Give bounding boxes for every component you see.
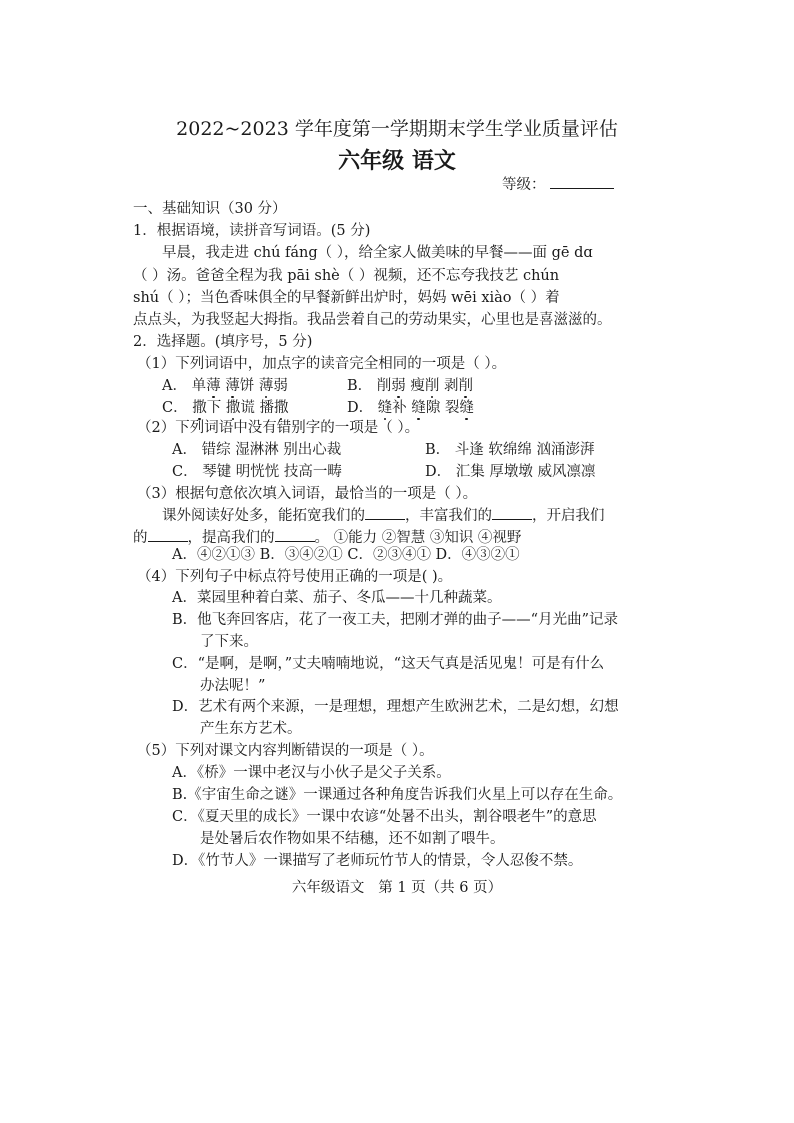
- fill-blank: [365, 507, 405, 520]
- q2-2-stem: （2）下列词语中没有错别字的一项是（ ）。: [137, 420, 420, 436]
- option-label: A．: [162, 378, 187, 394]
- word-char: 裂: [444, 400, 460, 416]
- sentence-text: 。 ①能力 ②智慧 ③知识 ④视野: [314, 530, 522, 546]
- q1-line-4: 点点头，为我竖起大拇指。我品尝着自己的劳动果实，心里也是喜滋滋的。: [133, 312, 612, 328]
- sentence-text: 的: [133, 530, 148, 546]
- q2-4-option-d-line-1: D．艺术有两个来源，一是理想，理想产生欧洲艺术，二是幻想，幻想: [172, 699, 619, 715]
- q2-5-option-a: A．《桥》一课中老汉与小伙子是父子关系。: [172, 765, 451, 781]
- grade-field: [502, 173, 614, 194]
- q2-5-option-c-line-2: 是处暑后农作物如果不结穗，还不如割了喂牛。: [200, 831, 505, 847]
- word-char: 播: [259, 400, 274, 416]
- q2-3-options: A．④②①③ B．③④②① C．②③④① D．④③②①: [172, 547, 520, 563]
- q2-5-option-b: B.《宇宙生命之谜》一课通过各种角度告诉我们火星上可以存在生命。: [172, 787, 623, 803]
- grade-label: 等级：: [502, 177, 546, 193]
- fill-blank: [148, 529, 188, 542]
- q2-1-option-b: [347, 376, 473, 396]
- q2-5-option-c-line-1: C．《夏天里的成长》一课中农谚“处暑不出头，割谷喂老牛”的意思: [172, 809, 597, 825]
- word-char: 补: [392, 400, 407, 416]
- option-label: C．: [162, 400, 188, 416]
- word-char: 单: [191, 378, 207, 394]
- q2-3-sentence-line-1: [162, 506, 605, 526]
- word-char: 隙: [425, 400, 441, 416]
- sentence-text: 课外阅读好处多，能拓宽我们的: [162, 508, 365, 524]
- sentence-text: ，丰富我们的: [405, 508, 492, 524]
- sentence-text: ，开启我们: [532, 508, 605, 524]
- q2-2-option-a: A． 错综 湿淋淋 别出心裁: [172, 442, 342, 458]
- exam-subtitle: 六年级 语文: [338, 148, 456, 174]
- dotted-char: 薄: [258, 378, 274, 394]
- dotted-char: 缝: [411, 400, 426, 416]
- exam-title: 2022~2023 学年度第一学期期末学生学业质量评估: [176, 118, 618, 140]
- q2-4-option-c-line-2: 办法呢！”: [200, 678, 266, 694]
- sentence-text: ，提高我们的: [187, 530, 275, 546]
- dotted-char: 薄: [206, 378, 221, 394]
- q2-1-stem: （1）下列词语中，加点字的读音完全相同的一项是（ ）。: [137, 356, 507, 372]
- q2-1-option-c: [162, 398, 288, 418]
- dotted-char: 弱: [391, 378, 406, 394]
- q2-2-option-d: D． 汇集 厚墩墩 威风凛凛: [425, 464, 596, 480]
- word-char: 谎: [240, 400, 255, 416]
- q2-4-option-b-line-1: B．他飞奔回客店，花了一夜工夫，把刚才弹的曲子——“月光曲”记录: [172, 612, 618, 628]
- section-heading: 一、基础知识（30 分）: [133, 201, 287, 217]
- q1-line-3: shú（ ）；当色香味俱全的早餐新鲜出炉时，妈妈 wēi xiào（ ）着: [133, 290, 560, 306]
- word-char: 削: [376, 378, 392, 394]
- q2-5-stem: （5）下列对课文内容判断错误的一项是（ ）。: [137, 743, 434, 759]
- grade-blank: [550, 176, 614, 189]
- q2-1-option-a: [162, 376, 288, 396]
- word-char: 剥: [443, 378, 459, 394]
- option-label: D．: [347, 400, 374, 416]
- dotted-char: 撒: [273, 400, 289, 416]
- word-char: 弱: [273, 378, 288, 394]
- q2-4-stem: （4）下列句子中标点符号使用正确的一项是( )。: [137, 569, 453, 585]
- word-char: 下: [206, 400, 222, 416]
- q1-prompt: 1．根据语境，读拼音写词语。(5 分): [133, 223, 371, 239]
- dotted-char: 撒: [192, 400, 207, 416]
- q2-2-option-b: B． 斗逢 软绵绵 汹涌澎湃: [425, 442, 595, 458]
- q2-prompt: 2．选择题。(填序号，5 分): [133, 334, 313, 350]
- q1-line-2: （ ）汤。爸爸全程为我 pāi shè（ ）视频，还不忘夸我技艺 chún: [133, 268, 560, 284]
- q2-4-option-a: A．菜园里种着白菜、茄子、冬瓜——十几种蔬菜。: [172, 590, 502, 606]
- dotted-char: 缝: [459, 400, 474, 416]
- q2-5-option-d: D．《竹节人》一课描写了老师玩竹节人的情景，令人忍俊不禁。: [172, 853, 583, 869]
- q2-2-option-c: C． 琴键 明恍恍 技高一畴: [172, 464, 342, 480]
- dotted-char: 撒: [225, 400, 241, 416]
- q2-4-option-b-line-2: 了下来。: [200, 634, 258, 650]
- dotted-char: 削: [424, 378, 440, 394]
- dotted-char: 缝: [377, 400, 393, 416]
- q2-4-option-d-line-2: 产生东方艺术。: [200, 721, 302, 737]
- q2-3-stem: （3）根据句意依次填入词语，最恰当的一项是（ ）。: [137, 486, 478, 502]
- q1-line-1: 早晨，我走进 chú fáng（ ），给全家人做美味的早餐——面 gē dɑ: [162, 245, 593, 261]
- option-label: B．: [347, 378, 373, 394]
- dotted-char: 削: [458, 378, 473, 394]
- fill-blank: [275, 529, 315, 542]
- page-footer: 六年级语文 第 1 页（共 6 页）: [291, 880, 503, 896]
- dotted-char: 薄: [225, 378, 240, 394]
- fill-blank: [492, 507, 532, 520]
- q2-1-option-d: [347, 398, 474, 418]
- word-char: 饼: [239, 378, 255, 394]
- word-char: 瘦: [410, 378, 425, 394]
- q2-4-option-c-line-1: C．“是啊，是啊，”丈夫喃喃地说，“这天气真是活见鬼！可是有什么: [172, 656, 605, 672]
